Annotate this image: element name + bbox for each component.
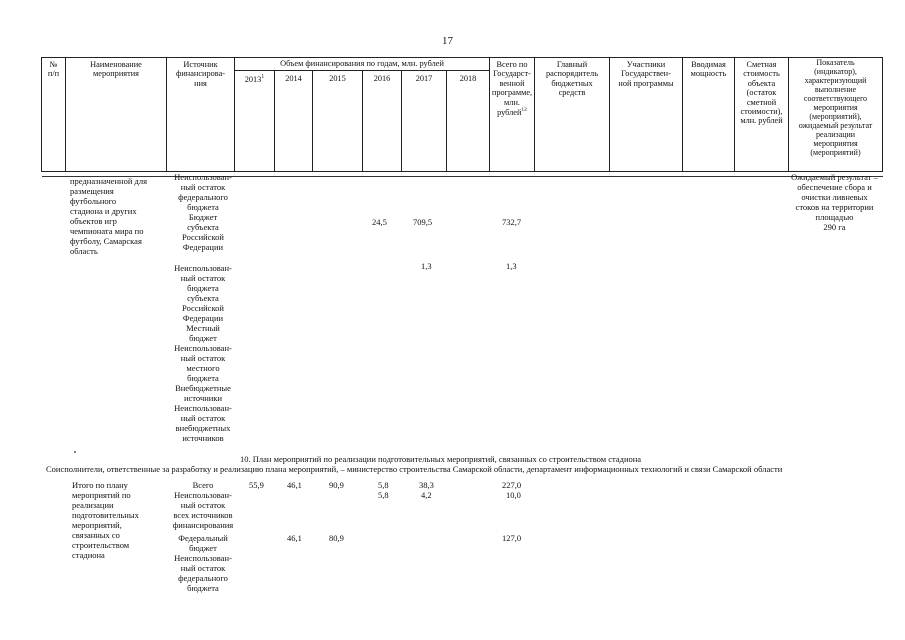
header-estimate: Сметная стоимость объекта (остаток сметной стоимости), млн. рублей (740, 60, 783, 126)
fed-2014: 46,1 (287, 533, 302, 543)
fed-2015: 80,9 (329, 533, 344, 543)
header-num: № п/п (47, 60, 60, 79)
total-2013: 55,9 (249, 480, 264, 490)
header-total (490, 60, 534, 117)
source-all-rest: Неиспользован- ный остаток всех источников финансирования (172, 490, 234, 531)
header-name: Наименование мероприятия (90, 60, 142, 79)
header-volume-title: Объем финансирования по годам, млн. рублей (280, 59, 444, 68)
plan-total-name: Итого по плану мероприятий по реализации подготовительных мероприятий, связанных со строительством стадиона (72, 480, 139, 561)
header-source: Источник финансирова- ния (175, 60, 226, 88)
header-capacity: Вводимая мощность (690, 60, 727, 79)
header-year-2014: 2014 (285, 74, 302, 83)
rest-2016: 5,8 (378, 490, 389, 500)
value-2017-row2: 1,3 (421, 261, 432, 271)
value-total: 732,7 (502, 217, 522, 227)
section-coexecutors: Соисполнители, ответственные за разработку и реализацию плана мероприятий, – министерство строительства Самарской области, департамент информационных технологий и связи Самарской области (46, 464, 783, 474)
total-2016: 5,8 (378, 480, 389, 490)
header-year-2016: 2016 (373, 74, 391, 83)
col-line (401, 70, 402, 172)
value-2017: 709,5 (413, 217, 433, 227)
funding-sources-a: Неиспользован- ный остаток федерального бюджета Бюджет субъекта Российской Федерации (174, 172, 232, 253)
header-indicator: Показатель (индикатор), характеризующий выполнение соответствующего мероприятия (мероприятий), ожидаемый результат реализации мероприятия (мероприятий) (798, 58, 873, 157)
source-federal-rest: Неиспользован- ный остаток федерального бюджета (174, 553, 232, 594)
year-footnote: 1 (261, 74, 265, 80)
header-total-text: Всего по Государст- венной программе, млн. рублей (491, 60, 533, 117)
fed-total: 127,0 (502, 533, 522, 543)
col-line (882, 57, 883, 172)
col-line (446, 70, 447, 172)
total-2017: 38,3 (419, 480, 434, 490)
total-all: 227,0 (502, 480, 522, 490)
header-year-2018: 2018 (459, 74, 477, 83)
header-total-footnote: 12 (521, 106, 527, 113)
expected-result: Ожидаемый результат – обеспечение сбора и очистки ливневых стоков на территории площадью 290 га (791, 172, 878, 233)
value-total-row2: 1,3 (506, 261, 517, 271)
source-federal: Федеральный бюджет (178, 533, 228, 554)
total-2014: 46,1 (287, 480, 302, 490)
header-year-2015: 2015 (329, 74, 346, 83)
header-manager: Главный распорядитель бюджетных средств (546, 60, 598, 98)
header-year-2017: 2017 (415, 74, 433, 83)
value-2016: 24,5 (372, 217, 387, 227)
header-top-line (41, 57, 883, 58)
event-name: предназначенной для размещения футбольного стадиона и других объектов игр чемпионата мира по футболу, Самарская область (70, 176, 147, 257)
scan-dot (74, 451, 76, 453)
total-2015: 90,9 (329, 480, 344, 490)
col-line (274, 70, 275, 172)
header-participants: Участники Государствен- ной программы (618, 60, 674, 88)
page-number: 17 (442, 35, 453, 47)
rest-total: 10,0 (506, 490, 521, 500)
year-label: 2013 (244, 74, 262, 84)
col-line (312, 70, 313, 172)
rest-2017: 4,2 (421, 490, 432, 500)
table-header (41, 57, 883, 172)
section-title: 10. План мероприятий по реализации подготовительных мероприятий, связанных со строительством стадиона (240, 454, 642, 464)
header-year-2013 (235, 74, 274, 84)
source-total: Всего (192, 480, 214, 490)
funding-sources-b: Неиспользован- ный остаток бюджета субъекта Российской Федерации Местный бюджет Неиспользован- ный остаток местного бюджета Внебюджетные источники Неиспользован- ный остаток внебюджетных источников (174, 263, 232, 444)
col-line (362, 70, 363, 172)
